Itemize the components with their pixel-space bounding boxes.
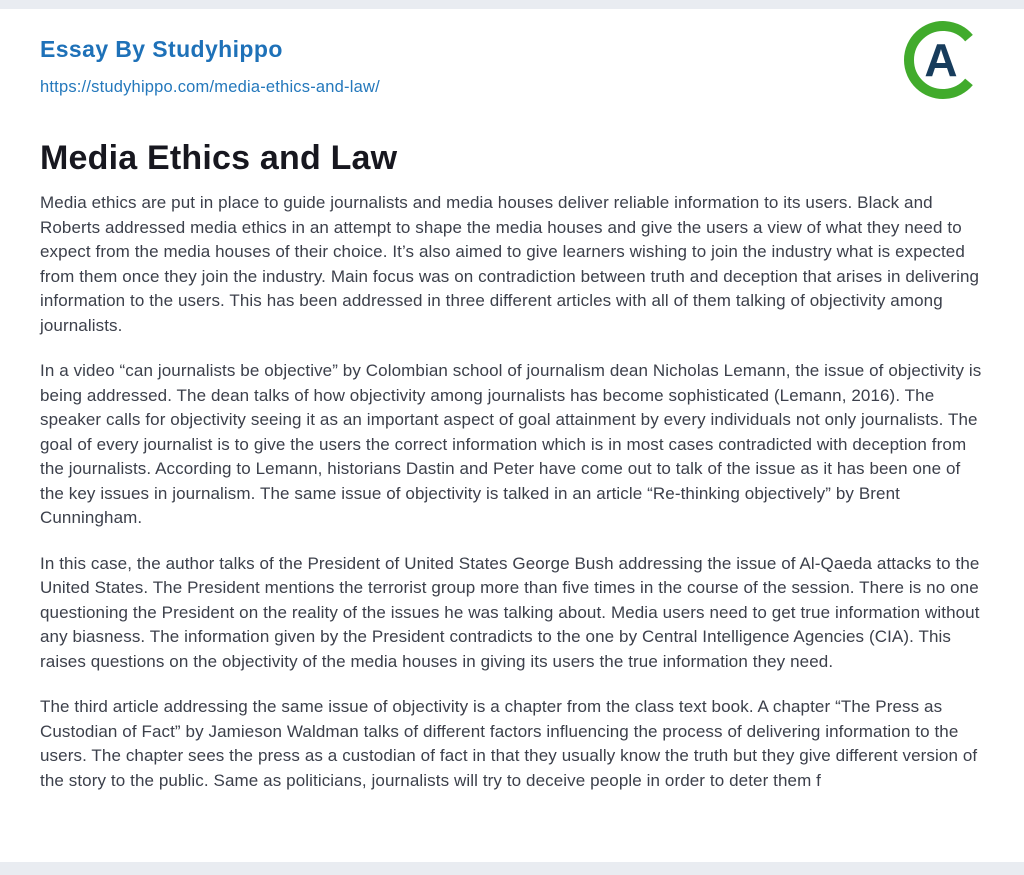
essay-paragraph: In a video “can journalists be objective” by Colombian school of journalism dean Nicholas Lemann, the issue of objectivity is being addressed. The dean talks of how objectivity among journalists has become sophisticated (Lemann, 2016). The speaker calls for objectivity seeing it as an important aspect of goal attainment by every individuals not only journalists. The goal of every journalist is to give the users the correct information which is in most cases contradicted with deception from the journalists. According to Lemann, historians Dastin and Peter have come out to talk of the issue as it has been one of the key issues in journalism. The same issue of objectivity is talked in an article “Re-thinking objectively” by Brent Cunningham. (40, 361, 982, 527)
bottom-edge-strip (0, 862, 1024, 875)
logo-letter: A (924, 34, 958, 86)
studyhippo-logo (901, 18, 985, 102)
article-url-link[interactable]: https://studyhippo.com/media-ethics-and-law/ (40, 78, 380, 96)
essay-paragraph: In this case, the author talks of the President of United States George Bush addressing the issue of Al-Qaeda attacks to the United States. The President mentions the terrorist group more than five times in the course of the session. There is no one questioning the President on the reality of the issues he was talking about. Media users need to get true information without any biasness. The information given by the President contradicts to the one by Central Intelligence Agencies (CIA). This raises questions on the objectivity of the media houses in giving its users the true information they need. (40, 553, 980, 671)
essay-paragraph: Media ethics are put in place to guide journalists and media houses deliver reliable information to its users. Black and Roberts addressed media ethics in an attempt to shape the media houses and give the users a view of what they need to expect from the media houses of their choice. It’s also aimed to give learners wishing to join the industry what is expected from them once they join the industry. Main focus was on contradiction between truth and deception that arises in delivering information to the users. This has been addressed in three different articles with all of them talking of objectivity among journalists. (40, 193, 980, 335)
page-header (0, 0, 1024, 97)
page-title: Media Ethics and Law (40, 139, 398, 177)
studyhippo-logo-icon (901, 18, 985, 102)
essay-paragraph: The third article addressing the same issue of objectivity is a chapter from the class text book. A chapter “The Press as Custodian of Fact” by Jamieson Waldman talks of different factors influencing the process of delivering information to the users. The chapter sees the press as a custodian of fact in that they usually know the truth but they give different version of the story to the public. Same as politicians, journalists will try to deceive people in order to deter them f (40, 697, 978, 790)
site-title: Essay By Studyhippo (40, 36, 283, 62)
essay-article (0, 139, 1024, 793)
